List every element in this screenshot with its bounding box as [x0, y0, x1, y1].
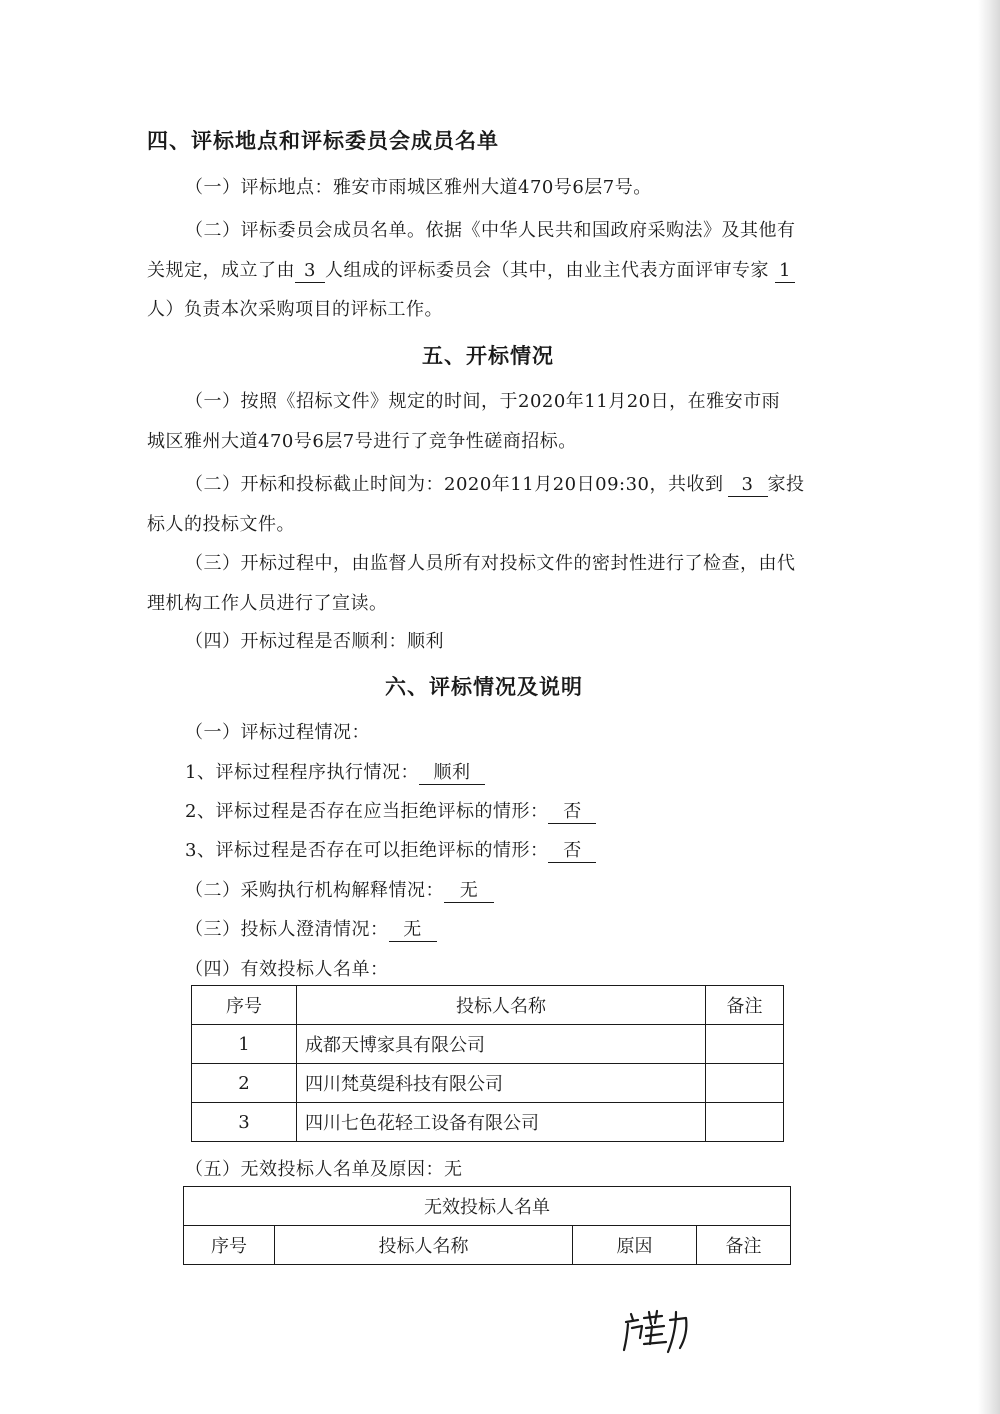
table-row — [192, 1103, 784, 1142]
row-seq: 1 — [192, 1025, 297, 1064]
members-line-3: 人）负责本次采购项目的评标工作。 — [147, 299, 443, 320]
members-line-2-pre: 关规定，成立了由 — [147, 260, 295, 281]
open-p1-line1: （一）按照《招标文件》规定的时间，于2020年11月20日，在雅安市雨 — [185, 391, 781, 412]
invalid-bidders-heading: （五）无效投标人名单及原因：无 — [185, 1159, 463, 1180]
process-item-1-label: 1、评标过程程序执行情况： — [185, 762, 419, 783]
table-header-row — [184, 1226, 791, 1265]
open-p2-line1 — [185, 470, 805, 497]
header-bidder-name: 投标人名称 — [297, 986, 706, 1025]
table-title-row — [184, 1187, 791, 1226]
bidder-count: 3 — [728, 475, 768, 497]
open-p2-pre: （二）开标和投标截止时间为：2020年11月20日09:30，共收到 — [185, 474, 724, 495]
open-p2-post: 家投 — [767, 474, 805, 495]
members-count: 3 — [295, 261, 325, 283]
valid-bidders-heading: （四）有效投标人名单： — [185, 959, 389, 980]
header-remark: 备注 — [697, 1226, 791, 1265]
row-remark — [706, 1103, 784, 1142]
process-item-2-label: 2、评标过程是否存在应当拒绝评标的情形： — [185, 801, 549, 822]
row-seq: 3 — [192, 1103, 297, 1142]
process-item-2 — [185, 797, 596, 824]
process-item-2-value: 否 — [548, 802, 596, 824]
header-seq: 序号 — [184, 1226, 275, 1265]
row-remark — [706, 1064, 784, 1103]
valid-bidders-table — [191, 985, 784, 1142]
open-p1-line2: 城区雅州大道470号6层7号进行了竞争性磋商招标。 — [147, 431, 577, 452]
header-remark: 备注 — [706, 986, 784, 1025]
handwritten-signature — [622, 1308, 692, 1356]
section5-title: 五、开标情况 — [422, 343, 554, 368]
process-item-3-label: 3、评标过程是否存在可以拒绝评标的情形： — [185, 840, 549, 861]
agency-explanation — [185, 876, 494, 903]
members-line-2-mid: 人组成的评标委员会（其中，由业主代表方面评审专家 — [325, 260, 769, 281]
agency-label: （二）采购执行机构解释情况： — [185, 880, 444, 901]
agency-value: 无 — [444, 881, 494, 903]
process-item-1-value: 顺利 — [419, 763, 485, 785]
members-line-2 — [147, 256, 795, 283]
process-heading: （一）评标过程情况： — [185, 722, 370, 743]
open-p2-line2: 标人的投标文件。 — [147, 514, 295, 535]
open-p3-line2: 理机构工作人员进行了宣读。 — [147, 593, 388, 614]
bidder-clarification — [185, 915, 437, 942]
location-line: （一）评标地点：雅安市雨城区雅州大道470号6层7号。 — [185, 177, 652, 198]
owner-count: 1 — [775, 261, 795, 283]
open-p3-line1: （三）开标过程中，由监督人员所有对投标文件的密封性进行了检查，由代 — [185, 553, 796, 574]
row-seq: 2 — [192, 1064, 297, 1103]
row-remark — [706, 1025, 784, 1064]
table-row — [192, 1064, 784, 1103]
scan-edge-shadow — [978, 0, 1000, 1414]
section4-title: 四、评标地点和评标委员会成员名单 — [147, 128, 499, 153]
table-header-row — [192, 986, 784, 1025]
invalid-bidders-table — [183, 1186, 791, 1265]
header-reason: 原因 — [573, 1226, 697, 1265]
process-item-3 — [185, 836, 596, 863]
clarify-value: 无 — [389, 920, 437, 942]
invalid-table-title: 无效投标人名单 — [184, 1187, 791, 1226]
section6-title: 六、评标情况及说明 — [385, 674, 583, 699]
clarify-label: （三）投标人澄清情况： — [185, 919, 389, 940]
header-bidder-name: 投标人名称 — [275, 1226, 573, 1265]
process-item-1 — [185, 758, 485, 785]
header-seq: 序号 — [192, 986, 297, 1025]
row-bidder-name: 成都天博家具有限公司 — [297, 1025, 706, 1064]
open-p4-line: （四）开标过程是否顺利：顺利 — [185, 631, 444, 652]
members-line-1: （二）评标委员会成员名单。依据《中华人民共和国政府采购法》及其他有 — [185, 220, 796, 241]
table-row — [192, 1025, 784, 1064]
row-bidder-name: 四川梵莫缇科技有限公司 — [297, 1064, 706, 1103]
process-item-3-value: 否 — [548, 841, 596, 863]
row-bidder-name: 四川七色花轻工设备有限公司 — [297, 1103, 706, 1142]
